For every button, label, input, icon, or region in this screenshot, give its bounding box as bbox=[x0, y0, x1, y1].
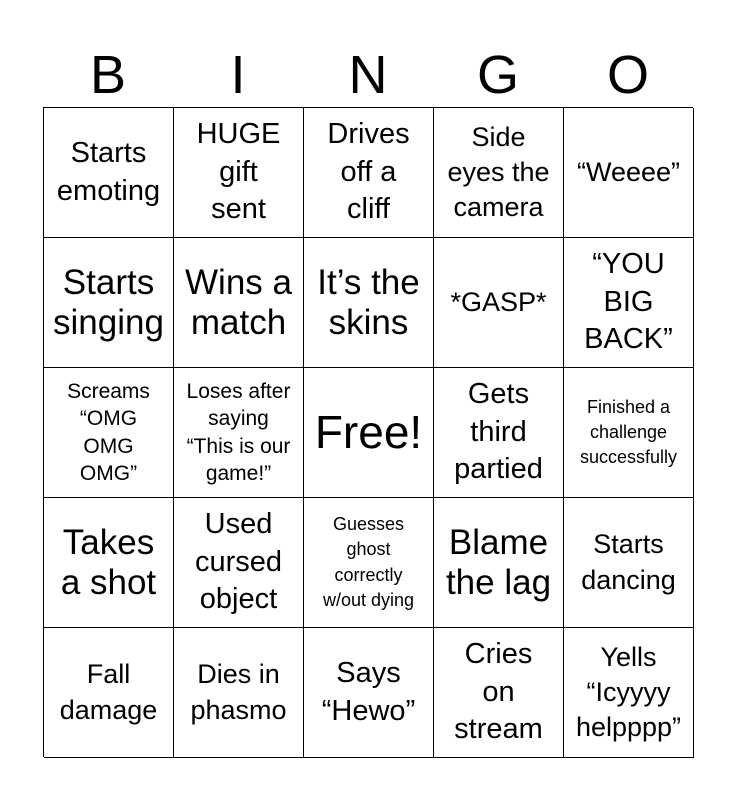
cell-text: Finished a challenge successfully bbox=[579, 396, 678, 468]
cell-text: Says “Hewo” bbox=[321, 656, 416, 727]
bingo-cell[interactable] bbox=[564, 368, 694, 498]
free-space-text: Free! bbox=[314, 405, 423, 458]
bingo-cell[interactable] bbox=[434, 108, 564, 238]
bingo-header bbox=[43, 44, 693, 106]
bingo-cell[interactable] bbox=[44, 238, 174, 368]
header-letter-n: N bbox=[348, 45, 388, 105]
cell-text: Loses after saying “This is our game!” bbox=[186, 379, 291, 485]
bingo-board bbox=[43, 107, 693, 757]
free-space[interactable] bbox=[304, 368, 434, 498]
cell-text: Used cursed object bbox=[194, 507, 283, 616]
bingo-cell[interactable] bbox=[434, 628, 564, 758]
cell-text: “YOU BIG BACK” bbox=[584, 247, 673, 356]
bingo-cell[interactable] bbox=[434, 498, 564, 628]
bingo-cell[interactable] bbox=[44, 498, 174, 628]
cell-text: Gets third partied bbox=[454, 377, 543, 486]
header-letter-b: B bbox=[89, 45, 127, 105]
bingo-cell[interactable] bbox=[564, 108, 694, 238]
cell-text: Takes a shot bbox=[60, 523, 157, 602]
bingo-cell[interactable] bbox=[434, 368, 564, 498]
cell-text: Guesses ghost correctly w/out dying bbox=[322, 514, 415, 610]
bingo-cell[interactable] bbox=[304, 628, 434, 758]
bingo-cell[interactable] bbox=[44, 108, 174, 238]
bingo-cell[interactable] bbox=[44, 368, 174, 498]
cell-text: Drives off a cliff bbox=[327, 117, 410, 226]
bingo-cell[interactable] bbox=[174, 238, 304, 368]
cell-text: Dies in phasmo bbox=[190, 659, 287, 725]
bingo-cell[interactable] bbox=[304, 498, 434, 628]
bingo-cell[interactable] bbox=[434, 238, 564, 368]
bingo-cell[interactable] bbox=[174, 628, 304, 758]
bingo-cell[interactable] bbox=[304, 108, 434, 238]
cell-text: Fall damage bbox=[59, 659, 158, 725]
bingo-cell[interactable] bbox=[174, 368, 304, 498]
cell-text: Wins a match bbox=[185, 263, 292, 342]
cell-text: It’s the skins bbox=[317, 263, 420, 342]
cell-text: HUGE gift sent bbox=[196, 117, 281, 226]
bingo-cell[interactable] bbox=[564, 238, 694, 368]
cell-text: Yells “Icyyyy helpppp” bbox=[575, 641, 682, 743]
bingo-cell[interactable] bbox=[564, 628, 694, 758]
cell-text: Side eyes the camera bbox=[447, 121, 550, 223]
cell-text: “Weeee” bbox=[576, 156, 681, 187]
cell-text: Starts emoting bbox=[56, 136, 161, 207]
bingo-cell[interactable] bbox=[174, 108, 304, 238]
header-letter-o: O bbox=[606, 45, 649, 105]
bingo-cell[interactable] bbox=[44, 628, 174, 758]
header-letter-g: G bbox=[476, 45, 519, 105]
header-letter-i: I bbox=[230, 45, 246, 105]
cell-text: Blame the lag bbox=[445, 523, 552, 602]
cell-text: Screams “OMG OMG OMG” bbox=[67, 379, 150, 485]
cell-text: Starts dancing bbox=[581, 529, 676, 595]
bingo-cell[interactable] bbox=[174, 498, 304, 628]
cell-text: *GASP* bbox=[450, 286, 547, 317]
cell-text: Starts singing bbox=[53, 263, 164, 342]
bingo-cell[interactable] bbox=[304, 238, 434, 368]
cell-text: Cries on stream bbox=[454, 637, 543, 746]
bingo-cell[interactable] bbox=[564, 498, 694, 628]
